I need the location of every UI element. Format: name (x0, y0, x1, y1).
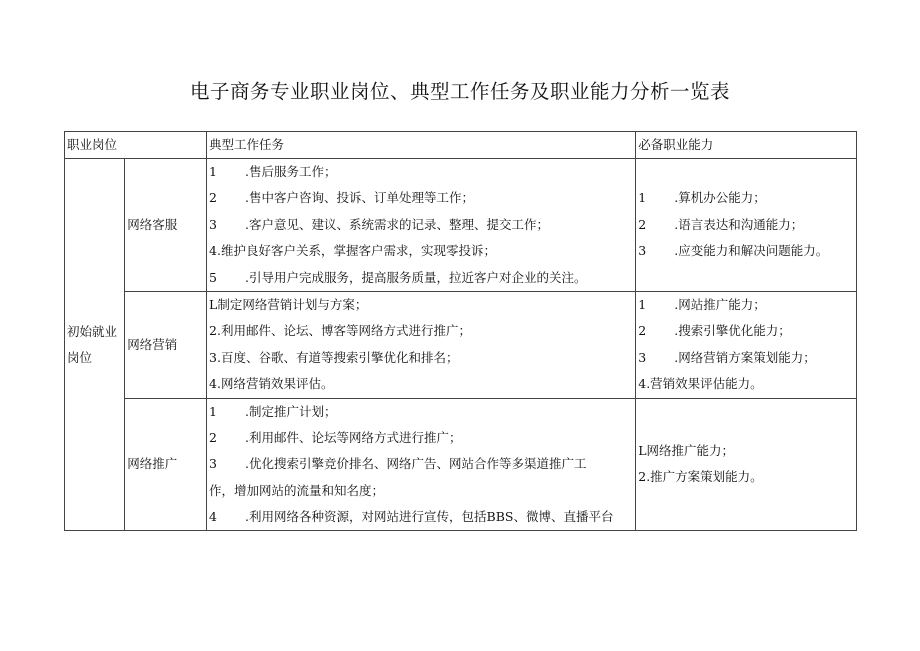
ability-cell (636, 291, 857, 398)
ability-line: L网络推广能力； (638, 443, 735, 459)
header-row (65, 132, 857, 159)
role-name: 网络营销 (125, 291, 207, 398)
task-line: 作，增加网站的流量和知名度； (209, 482, 385, 498)
task-line: 4.维护良好客户关系，掌握客户需求，实现零投诉； (209, 243, 496, 259)
task-cell (207, 291, 636, 398)
header-abilities: 必备职业能力 (636, 132, 857, 159)
task-line: L制定网络营销计划与方案； (209, 296, 368, 312)
document-title: 电子商务专业职业岗位、典型工作任务及职业能力分析一览表 (189, 80, 730, 103)
header-tasks: 典型工作任务 (207, 132, 636, 159)
task-line: 3.百度、谷歌、有道等搜索引擎优化和排名； (209, 349, 459, 365)
ability-line: 4.营销效果评估能力。 (638, 376, 763, 392)
category-cell: 初始就业岗位 (65, 159, 125, 531)
ability-line: 2 .搜索引擎优化能力； (638, 323, 791, 339)
task-line: 2 .售中客户咨询、投诉、订单处理等工作； (209, 190, 475, 206)
ability-line: 2.推广方案策划能力。 (638, 469, 763, 485)
task-line: 2.利用邮件、论坛、博客等网络方式进行推广； (209, 323, 471, 339)
task-line: 4 .利用网络各种资源，对网站进行宣传，包括BBS、微博、直播平台 (209, 509, 614, 525)
role-name: 网络客服 (125, 159, 207, 292)
role-name: 网络推广 (125, 398, 207, 531)
table-row (65, 159, 857, 292)
table-row (65, 291, 857, 398)
task-line: 5 .引导用户完成服务，提高服务质量，拉近客户对企业的关注。 (209, 269, 587, 285)
task-line: 1 .售后服务工作； (209, 164, 337, 179)
ability-line: 3 .网络营销方案策划能力； (638, 349, 816, 365)
table-row (65, 398, 857, 531)
task-line: 2 .利用邮件、论坛等网络方式进行推广； (209, 429, 462, 445)
task-line: 4.网络营销效果评估。 (209, 376, 334, 392)
header-position: 职业岗位 (65, 132, 207, 159)
ability-cell (636, 398, 857, 531)
task-line: 3 .优化搜索引擎竞价排名、网络广告、网站合作等多渠道推广工 (209, 456, 587, 472)
ability-line: 2 .语言表达和沟通能力； (638, 216, 804, 232)
task-cell (207, 398, 636, 531)
ability-cell (636, 159, 857, 292)
ability-line: 3 .应变能力和解决问题能力。 (638, 243, 829, 259)
ability-line: 1 .算机办公能力； (638, 190, 766, 206)
task-line: 3 .客户意见、建议、系统需求的记录、整理、提交工作； (209, 216, 550, 232)
task-cell (207, 159, 636, 292)
task-line: 1 .制定推广计划； (209, 403, 337, 419)
job-analysis-table (64, 131, 857, 531)
ability-line: 1 .网站推广能力； (638, 296, 766, 312)
